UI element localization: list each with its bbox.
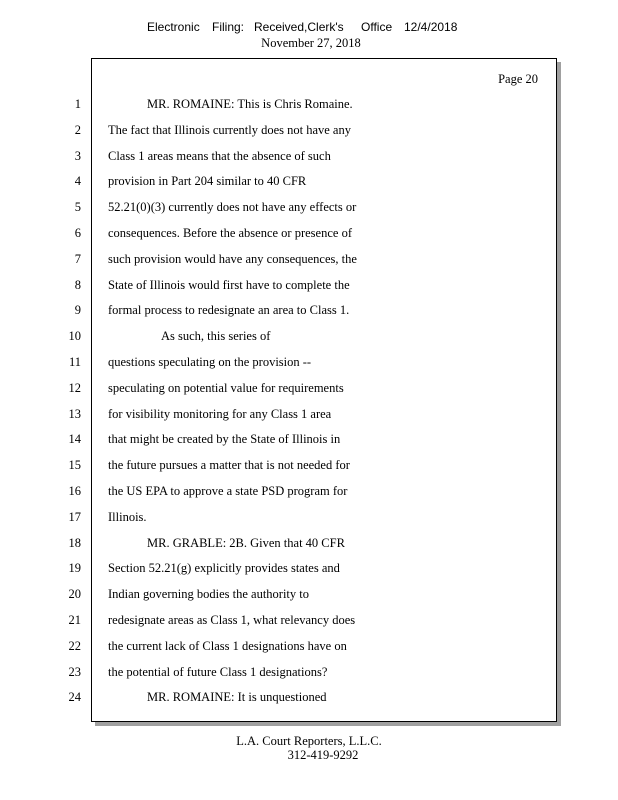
- line-number: 24: [68, 690, 81, 705]
- transcript-line: formal process to redesignate an area to Class 1.: [108, 303, 350, 318]
- stamp-office: Office: [361, 20, 393, 34]
- line-number: 11: [68, 355, 81, 369]
- transcript-line: that might be created by the State of Illinois in: [108, 432, 341, 447]
- line-number: 4: [74, 174, 81, 189]
- line-number: 10: [68, 329, 81, 344]
- footer-company: L.A. Court Reporters, L.L.C.: [236, 734, 382, 748]
- line-number: 17: [68, 509, 81, 524]
- transcript-line: such provision would have any consequences, the: [108, 251, 357, 266]
- line-number: 2: [74, 122, 81, 137]
- line-number: 7: [74, 251, 81, 266]
- line-number: 5: [74, 200, 81, 215]
- transcript-line: Section 52.21(g) explicitly provides states and: [108, 561, 340, 576]
- line-number: 1: [74, 97, 81, 111]
- line-number: 15: [68, 458, 81, 473]
- page-number: Page 20: [498, 72, 538, 86]
- stamp-filing: Filing:: [212, 20, 245, 34]
- transcript-line: MR. ROMAINE: This is Chris Romaine.: [147, 97, 353, 111]
- transcript-line: redesignate areas as Class 1, what relevancy does: [108, 613, 356, 627]
- transcript-line: MR. ROMAINE: It is unquestioned: [147, 690, 327, 705]
- line-number: 3: [74, 148, 81, 163]
- line-number: 16: [68, 484, 81, 498]
- line-number: 23: [68, 664, 81, 679]
- line-number: 8: [74, 277, 81, 292]
- line-number: 21: [68, 613, 81, 627]
- transcript-line: Illinois.: [108, 509, 147, 524]
- line-number: 19: [68, 561, 81, 576]
- transcript-line: for visibility monitoring for any Class 1 area: [108, 406, 332, 421]
- transcript-line: As such, this series of: [161, 329, 271, 344]
- line-number: 13: [68, 406, 81, 421]
- transcript-line: the potential of future Class 1 designations?: [108, 664, 328, 679]
- transcript-line: questions speculating on the provision --: [108, 355, 312, 369]
- stamp-date: 12/4/2018: [404, 20, 458, 34]
- transcript-line: the future pursues a matter that is not needed for: [108, 458, 350, 473]
- stamp-received: Received,Clerk's: [254, 20, 344, 34]
- filed-date: November 27, 2018: [261, 36, 361, 50]
- transcript-line: State of Illinois would first have to complete the: [108, 277, 350, 292]
- line-number: 22: [68, 638, 81, 653]
- transcript-line: 52.21(0)(3) currently does not have any effects or: [108, 200, 357, 215]
- line-number: 20: [68, 587, 81, 602]
- transcript-page: [68, 58, 557, 722]
- transcript-line: Indian governing bodies the authority to: [108, 587, 310, 602]
- stamp-electronic: Electronic: [147, 20, 200, 34]
- transcript-line: The fact that Illinois currently does not have any: [108, 122, 351, 137]
- line-number: 18: [68, 535, 81, 550]
- transcript-line: the US EPA to approve a state PSD program for: [108, 484, 348, 498]
- line-number: 12: [68, 380, 81, 395]
- transcript-line: the current lack of Class 1 designations have on: [108, 638, 347, 653]
- line-number: 6: [74, 226, 81, 240]
- transcript-line: MR. GRABLE: 2B. Given that 40 CFR: [147, 535, 345, 550]
- transcript-line: consequences. Before the absence or presence of: [108, 226, 352, 240]
- line-number: 9: [74, 303, 81, 318]
- transcript-line: speculating on potential value for requirements: [108, 380, 344, 395]
- transcript-line: Class 1 areas means that the absence of such: [108, 148, 331, 163]
- footer-phone: 312-419-9292: [287, 748, 359, 762]
- line-number: 14: [68, 432, 81, 447]
- transcript-line: provision in Part 204 similar to 40 CFR: [108, 174, 307, 189]
